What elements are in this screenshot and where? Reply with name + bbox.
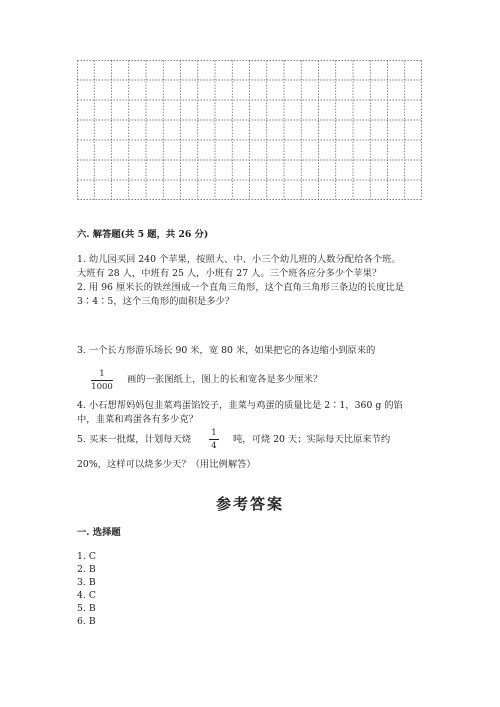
question-5-line-1b: 吨，可烧 20 天；实际每天比原来节约 <box>233 434 391 445</box>
fraction-numerator: 1 <box>211 428 217 438</box>
question-3-line-2: 画的一张图纸上，图上的长和宽各是多少厘米？ <box>127 374 323 385</box>
section-heading: 六. 解答题(共 5 题，共 26 分) <box>77 229 209 240</box>
answer-grid <box>77 60 422 200</box>
question-2-line-1: 2. 用 96 厘米长的铁丝围成一个直角三角形，这个直角三角形三条边的长度比是 <box>77 282 405 293</box>
question-4-line-2: 中，韭菜和鸡蛋各有多少克？ <box>77 414 198 425</box>
answer-item: 4. C <box>77 590 96 601</box>
question-5-line-1a: 5. 买来一批煤，计划每天烧 <box>77 434 192 445</box>
question-1-line-2: 大班有 28 人，中班有 25 人，小班有 27 人。三个班各应分多少个苹果？ <box>77 268 382 279</box>
fraction-1-over-1000 <box>91 369 113 392</box>
question-4-line-1: 4. 小石想帮妈妈包韭菜鸡蛋馅饺子，韭菜与鸡蛋的质量比是 2∶1，360 g 的馅 <box>77 400 403 411</box>
answer-item: 2. B <box>77 564 96 575</box>
fraction-bar <box>209 439 219 440</box>
fraction-numerator: 1 <box>99 369 105 379</box>
question-5-line-2: 20%，这样可以烧多少天？（用比例解答） <box>77 459 256 470</box>
question-1-line-1: 1. 幼儿园买回 240 个苹果，按照大、中、小三个幼儿班的人数分配给各个班。 <box>77 254 401 265</box>
answer-item: 1. C <box>77 551 96 562</box>
answers-section-heading: 一. 选择题 <box>77 527 121 538</box>
question-2-line-2: 3∶4∶5，这个三角形的面积是多少？ <box>77 296 235 307</box>
grid-lines <box>77 60 422 200</box>
fraction-1-over-4 <box>209 428 219 451</box>
answers-title: 参考答案 <box>215 495 284 513</box>
question-3-line-1: 3. 一个长方形游乐场长 90 米，宽 80 米，如果把它的各边缩小到原来的 <box>77 345 376 356</box>
answer-item: 5. B <box>77 603 96 614</box>
answer-item: 6. B <box>77 616 96 627</box>
fraction-denominator: 1000 <box>91 382 113 392</box>
fraction-denominator: 4 <box>211 441 217 451</box>
answer-item: 3. B <box>77 577 96 588</box>
fraction-bar <box>91 380 113 381</box>
